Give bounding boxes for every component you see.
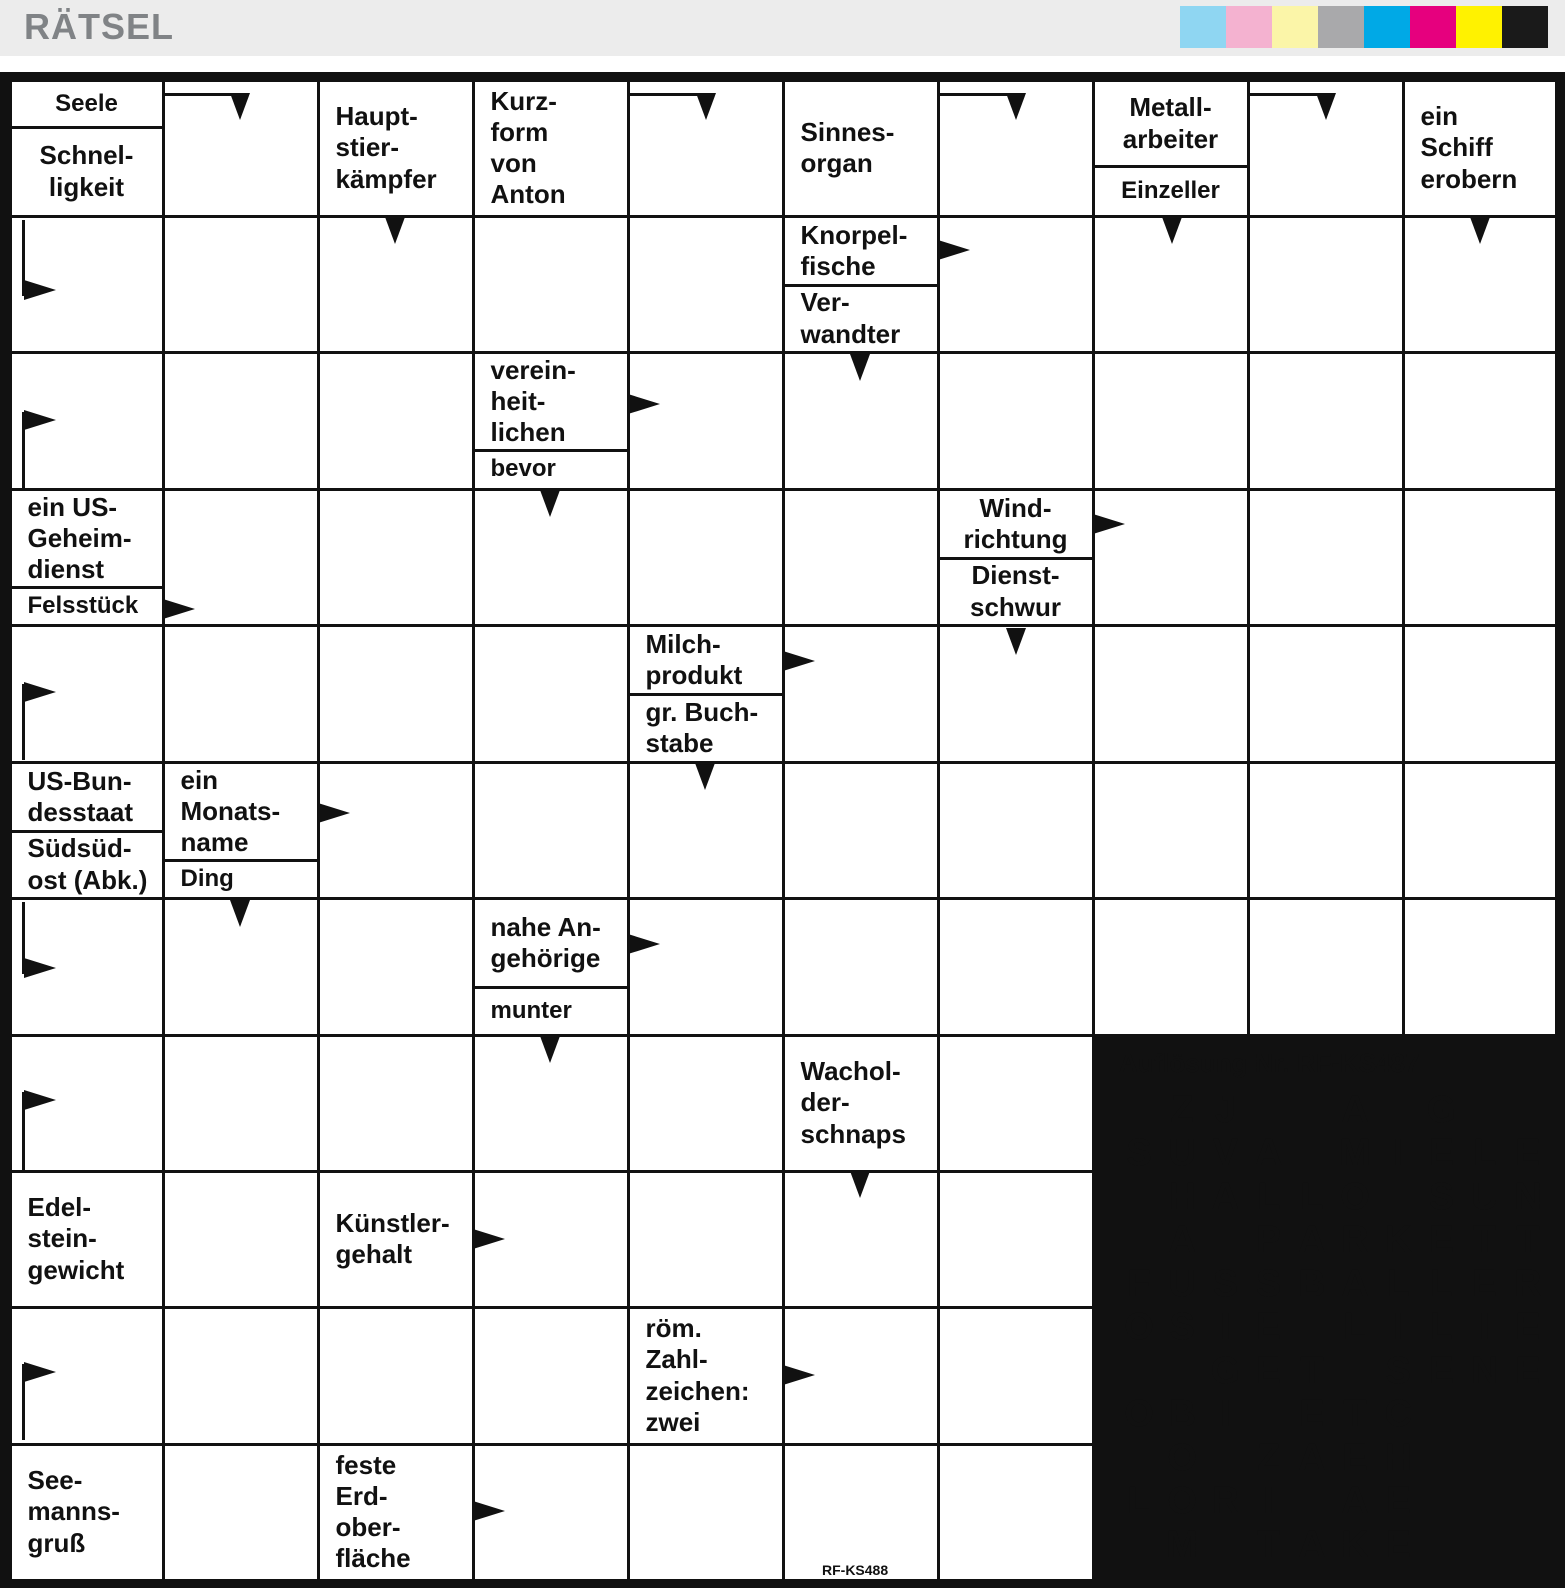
solution-row <box>1119 1090 1539 1130</box>
solution-letter: L <box>1127 1480 1151 1522</box>
solution-block <box>1162 1354 1196 1388</box>
answer-cell[interactable] <box>475 1309 627 1443</box>
clue-text: US-Bun- desstaat <box>27 765 133 827</box>
arrow-down-icon <box>850 354 870 381</box>
solution-letter: E <box>1385 1523 1411 1566</box>
clue-cell <box>1095 82 1247 215</box>
solution-letter: O <box>1340 1175 1370 1218</box>
solution-letter: S <box>1169 1306 1195 1348</box>
arrow-right-icon <box>473 1501 505 1521</box>
solution-letter: A <box>1168 1219 1196 1261</box>
solution-panel <box>1093 1038 1542 1580</box>
arrow-down-icon <box>385 217 405 244</box>
answer-cell[interactable] <box>630 218 782 351</box>
solution-letter: L <box>1256 1175 1281 1218</box>
answer-cell[interactable] <box>320 491 472 624</box>
clue-text: Seele <box>55 89 118 117</box>
answer-cell[interactable] <box>165 354 317 488</box>
color-swatch <box>1456 6 1502 48</box>
clue-cell <box>630 627 782 761</box>
answer-cell[interactable] <box>940 1173 1092 1306</box>
answer-cell[interactable] <box>1405 900 1555 1034</box>
answer-cell[interactable] <box>630 900 782 1034</box>
solution-letter: G <box>1210 1349 1241 1392</box>
color-swatch <box>1272 6 1318 48</box>
page-title: RÄTSEL <box>24 6 174 47</box>
solution-letter: S <box>1385 1349 1411 1392</box>
solution-block <box>1119 1224 1153 1258</box>
solution-letter: E <box>1255 1349 1282 1392</box>
answer-cell[interactable] <box>1250 218 1402 351</box>
solution-block <box>1119 1354 1153 1388</box>
arrow-hook-line <box>938 93 1016 96</box>
arrow-down-icon <box>230 93 250 120</box>
solution-row <box>1119 1308 1539 1348</box>
solution-letter: E <box>1255 1306 1282 1348</box>
arrow-right-icon <box>628 934 660 954</box>
solution-letter: A <box>1298 1219 1326 1261</box>
clue-cell <box>12 1173 162 1306</box>
answer-cell[interactable] <box>475 218 627 351</box>
clue-text: ein Monats- name <box>180 764 281 858</box>
color-swatch <box>1364 6 1410 48</box>
solution-block <box>1119 1093 1153 1127</box>
solution-letter: T <box>1472 1219 1497 1261</box>
solution-letter: T <box>1516 1219 1540 1261</box>
solution-letter: I <box>1392 1306 1404 1348</box>
solution-letter: E <box>1428 1349 1455 1392</box>
solution-row <box>1119 1351 1539 1391</box>
arrow-right-icon <box>1093 514 1125 534</box>
answer-cell[interactable] <box>1250 627 1402 761</box>
answer-cell[interactable] <box>940 764 1092 897</box>
clue-text: ein Schiff erobern <box>1420 101 1518 194</box>
solution-letter: L <box>1472 1132 1497 1174</box>
solution-row <box>1119 1221 1539 1261</box>
solution-block <box>1292 1093 1326 1127</box>
solution-title: Auflösung Nr. RF-KS487 <box>1119 1048 1420 1078</box>
clue-cell <box>320 1446 472 1579</box>
answer-cell[interactable] <box>320 1309 472 1443</box>
answer-cell[interactable] <box>475 764 627 897</box>
answer-cell[interactable] <box>785 1446 937 1579</box>
solution-letter: G <box>1426 1088 1457 1131</box>
answer-cell[interactable] <box>940 1037 1092 1170</box>
solution-block <box>1205 1224 1239 1258</box>
solution-letter: L <box>1300 1175 1324 1218</box>
answer-cell[interactable] <box>940 1446 1092 1579</box>
clue-text: See- manns- gruß <box>27 1465 120 1558</box>
answer-cell[interactable] <box>1095 764 1247 897</box>
solution-letter: E <box>1385 1480 1411 1522</box>
answer-cell[interactable] <box>320 764 472 897</box>
arrow-right-icon <box>938 240 970 260</box>
arrow-down-icon <box>1006 628 1026 655</box>
clue-cell <box>630 1309 782 1443</box>
color-swatch <box>1318 6 1364 48</box>
solution-letter: B <box>1298 1262 1326 1305</box>
clue-cell <box>1405 82 1555 215</box>
solution-letter: E <box>1515 1306 1541 1348</box>
color-swatch <box>1180 6 1226 48</box>
clue-text: Künstler- gehalt <box>335 1207 450 1269</box>
clue-text: Kurz- form von Anton <box>490 85 566 210</box>
solution-block <box>1292 1485 1326 1519</box>
solution-letter: I <box>1220 1306 1231 1348</box>
answer-cell[interactable] <box>940 1309 1092 1443</box>
clue-text: munter <box>490 996 572 1024</box>
answer-cell[interactable] <box>1405 491 1555 624</box>
arrow-down-icon <box>695 763 715 790</box>
solution-letter: A <box>1211 1175 1240 1218</box>
answer-cell[interactable] <box>940 354 1092 488</box>
puzzle-code: RF-KS488 <box>822 1562 889 1578</box>
answer-cell[interactable] <box>1095 491 1247 624</box>
solution-letter: O <box>1167 1480 1197 1522</box>
answer-cell[interactable] <box>1250 491 1402 624</box>
clue-cell <box>475 900 627 1034</box>
arrow-down-icon <box>1162 217 1182 244</box>
solution-letter: K <box>1384 1219 1412 1261</box>
solution-block <box>1508 1093 1542 1127</box>
answer-cell[interactable] <box>630 1446 782 1579</box>
solution-letter: U <box>1470 1175 1499 1218</box>
solution-letter: E <box>1299 1393 1325 1435</box>
solution-letter: P <box>1255 1219 1282 1261</box>
arrow-right-icon <box>318 803 350 823</box>
solution-letter: A <box>1254 1132 1283 1174</box>
page-header <box>0 0 1565 56</box>
solution-letter: V <box>1212 1132 1239 1174</box>
clue-text: Metall- arbeiter <box>1122 92 1219 154</box>
solution-letter: U <box>1168 1262 1196 1305</box>
answer-cell[interactable] <box>320 627 472 761</box>
clue-cell <box>475 354 627 488</box>
solution-letter: M <box>1166 1523 1199 1566</box>
solution-letter: C <box>1384 1393 1412 1435</box>
answer-cell[interactable] <box>785 491 937 624</box>
solution-block <box>1119 1441 1153 1475</box>
arrow-down-icon <box>850 1171 870 1198</box>
clue-text: bevor <box>490 455 556 483</box>
clue-text: Wind- richtung <box>963 492 1068 554</box>
color-swatch <box>1410 6 1456 48</box>
solution-letter: R <box>1341 1219 1369 1261</box>
answer-cell[interactable] <box>785 627 937 761</box>
clue-text: gr. Buch- stabe <box>645 696 759 758</box>
solution-letter: A <box>1341 1088 1369 1131</box>
clue-text: Ver- wandter <box>800 287 901 349</box>
arrow-right-icon <box>628 394 660 414</box>
solution-letter: T <box>1300 1349 1324 1392</box>
solution-letter: T <box>1256 1523 1281 1566</box>
arrow-right-icon <box>24 410 56 430</box>
solution-block <box>1205 1441 1239 1475</box>
answer-cell[interactable] <box>1405 627 1555 761</box>
solution-row <box>1119 1438 1539 1478</box>
answer-cell[interactable] <box>1250 764 1402 897</box>
solution-row <box>1119 1262 1542 1305</box>
solution-letter: A <box>1298 1436 1326 1479</box>
solution-block <box>1378 1180 1412 1214</box>
color-calibration-bar <box>1180 6 1548 48</box>
clue-text: Südsüd- ost (Abk.) <box>27 833 148 895</box>
solution-letter: Z <box>1170 1088 1194 1131</box>
clue-text: Ding <box>180 864 234 892</box>
arrow-down-icon <box>230 900 250 927</box>
clue-text: röm. Zahl- zeichen: zwei <box>645 1313 750 1437</box>
answer-cell[interactable] <box>630 354 782 488</box>
arrow-right-icon <box>24 280 56 300</box>
arrow-down-icon <box>1006 93 1026 120</box>
solution-letter: H <box>1384 1436 1412 1479</box>
solution-letter: L <box>1386 1262 1410 1305</box>
answer-cell[interactable] <box>165 1037 317 1170</box>
clue-cell <box>475 82 627 215</box>
solution-letter: L <box>1429 1306 1453 1348</box>
solution-letter: E <box>1428 1132 1455 1174</box>
clue-cell <box>12 82 162 215</box>
answer-cell[interactable] <box>1250 900 1402 1034</box>
solution-letter: Z <box>1256 1436 1281 1479</box>
clue-text: Knorpel- fische <box>800 219 908 281</box>
solution-letter: I <box>1392 1132 1404 1174</box>
solution-letter: U <box>1168 1132 1196 1174</box>
solution-letter: R <box>1211 1480 1240 1522</box>
clue-text: Sinnes- organ <box>800 116 895 178</box>
solution-block <box>1249 1398 1283 1432</box>
answer-cell[interactable] <box>1095 354 1247 488</box>
solution-letter: A <box>1341 1480 1369 1522</box>
solution-letter: N <box>1470 1349 1499 1392</box>
solution-block <box>1292 1311 1326 1345</box>
solution-letter: E <box>1515 1349 1541 1392</box>
solution-row <box>1119 1134 1539 1174</box>
answer-cell[interactable] <box>1405 354 1555 488</box>
clue-text: Milch- produkt <box>645 628 743 690</box>
color-swatch <box>1502 6 1548 48</box>
solution-letter: R <box>1514 1262 1542 1305</box>
clue-cell <box>940 491 1092 624</box>
arrow-down-icon <box>1470 217 1490 244</box>
answer-cell[interactable] <box>785 900 937 1034</box>
answer-cell[interactable] <box>1250 354 1402 488</box>
clue-text: verein- heit- lichen <box>490 354 576 448</box>
solution-letter: S <box>1428 1175 1455 1218</box>
clue-text: Schnel- ligkeit <box>39 140 134 202</box>
color-swatch <box>1226 6 1272 48</box>
answer-cell[interactable] <box>1095 900 1247 1034</box>
clue-text: Dienst- schwur <box>969 560 1062 622</box>
arrow-down-icon <box>540 1036 560 1063</box>
solution-letter: J <box>1214 1088 1236 1131</box>
solution-letter: E <box>1515 1132 1541 1174</box>
solution-block <box>1119 1180 1153 1214</box>
arrow-hook-line <box>163 93 240 96</box>
answer-cell[interactable] <box>165 218 317 351</box>
solution-letter: S <box>1212 1262 1239 1305</box>
answer-cell[interactable] <box>475 627 627 761</box>
arrow-right-icon <box>473 1229 505 1249</box>
answer-cell[interactable] <box>165 627 317 761</box>
solution-letter: S <box>1126 1132 1152 1174</box>
answer-cell[interactable] <box>320 900 472 1034</box>
answer-cell[interactable] <box>1405 764 1555 897</box>
solution-block <box>1465 1093 1499 1127</box>
solution-block <box>1249 1093 1283 1127</box>
solution-block <box>1378 1093 1412 1127</box>
clue-text: nahe An- gehörige <box>490 911 601 973</box>
solution-letter: I <box>1263 1480 1274 1522</box>
clue-cell <box>165 764 317 897</box>
solution-letter: M <box>1339 1132 1371 1174</box>
solution-letter: N <box>1514 1175 1542 1218</box>
arrow-hook-line <box>1248 93 1326 96</box>
clue-text: Edel- stein- gewicht <box>27 1192 125 1285</box>
solution-letter: I <box>1220 1393 1231 1435</box>
solution-letter: T <box>1343 1393 1367 1435</box>
answer-cell[interactable] <box>630 1037 782 1170</box>
arrow-right-icon <box>24 682 56 702</box>
solution-letter: K <box>1341 1523 1369 1566</box>
solution-letter: O <box>1124 1393 1154 1435</box>
clue-cell <box>320 1173 472 1306</box>
clue-cell <box>785 218 937 351</box>
solution-letter: E <box>1342 1436 1368 1479</box>
answer-cell[interactable] <box>165 1173 317 1306</box>
clue-text: Einzeller <box>1121 176 1220 204</box>
answer-cell[interactable] <box>165 1446 317 1579</box>
answer-cell[interactable] <box>630 491 782 624</box>
solution-letter: B <box>1168 1393 1196 1435</box>
solution-letter: F <box>1127 1262 1151 1305</box>
solution-letter: E <box>1428 1219 1455 1261</box>
solution-letter: S <box>1255 1262 1282 1305</box>
answer-cell[interactable] <box>1095 627 1247 761</box>
arrow-right-icon <box>783 651 815 671</box>
solution-block <box>1119 1528 1153 1562</box>
answer-cell[interactable] <box>165 1309 317 1443</box>
solution-letter: E <box>1471 1262 1498 1305</box>
solution-letter: H <box>1168 1175 1196 1218</box>
solution-letter: I <box>1479 1306 1490 1348</box>
solution-row <box>1119 1395 1539 1435</box>
solution-block <box>1292 1137 1326 1171</box>
clue-cell <box>12 764 162 897</box>
clue-cell <box>785 82 937 215</box>
arrow-right-icon <box>24 1362 56 1382</box>
clue-cell <box>320 82 472 215</box>
solution-row <box>1119 1175 1542 1218</box>
answer-cell[interactable] <box>785 764 937 897</box>
clue-text: ein US- Geheim- dienst <box>27 491 132 585</box>
clue-cell <box>12 491 162 624</box>
arrow-down-icon <box>540 490 560 517</box>
solution-row <box>1119 1482 1539 1522</box>
solution-letter: L <box>1343 1306 1367 1348</box>
answer-cell[interactable] <box>940 218 1092 351</box>
arrow-hook-line <box>628 93 706 96</box>
solution-block <box>1335 1354 1369 1388</box>
arrow-right-icon <box>24 958 56 978</box>
arrow-right-icon <box>24 1090 56 1110</box>
arrow-right-icon <box>163 599 195 619</box>
solution-row <box>1119 1525 1539 1565</box>
clue-text: Wachol- der- schnaps <box>800 1056 906 1149</box>
solution-letter: O <box>1167 1436 1197 1479</box>
solution-letter: A <box>1341 1262 1369 1305</box>
solution-letter: A <box>1298 1523 1326 1566</box>
arrow-down-icon <box>1316 93 1336 120</box>
answer-cell[interactable] <box>940 900 1092 1034</box>
answer-cell[interactable] <box>320 1037 472 1170</box>
clue-text: feste Erd- ober- fläche <box>335 1449 411 1574</box>
clue-text: Felsstück <box>27 591 139 619</box>
answer-cell[interactable] <box>630 1173 782 1306</box>
clue-cell <box>785 1037 937 1170</box>
solution-letter: L <box>1429 1262 1453 1305</box>
clue-cell <box>12 1446 162 1579</box>
solution-block <box>1205 1528 1239 1562</box>
clue-text: Haupt- stier- kämpfer <box>335 101 437 194</box>
arrow-right-icon <box>783 1365 815 1385</box>
solution-letter: O <box>1124 1306 1154 1348</box>
answer-cell[interactable] <box>320 354 472 488</box>
arrow-down-icon <box>696 93 716 120</box>
